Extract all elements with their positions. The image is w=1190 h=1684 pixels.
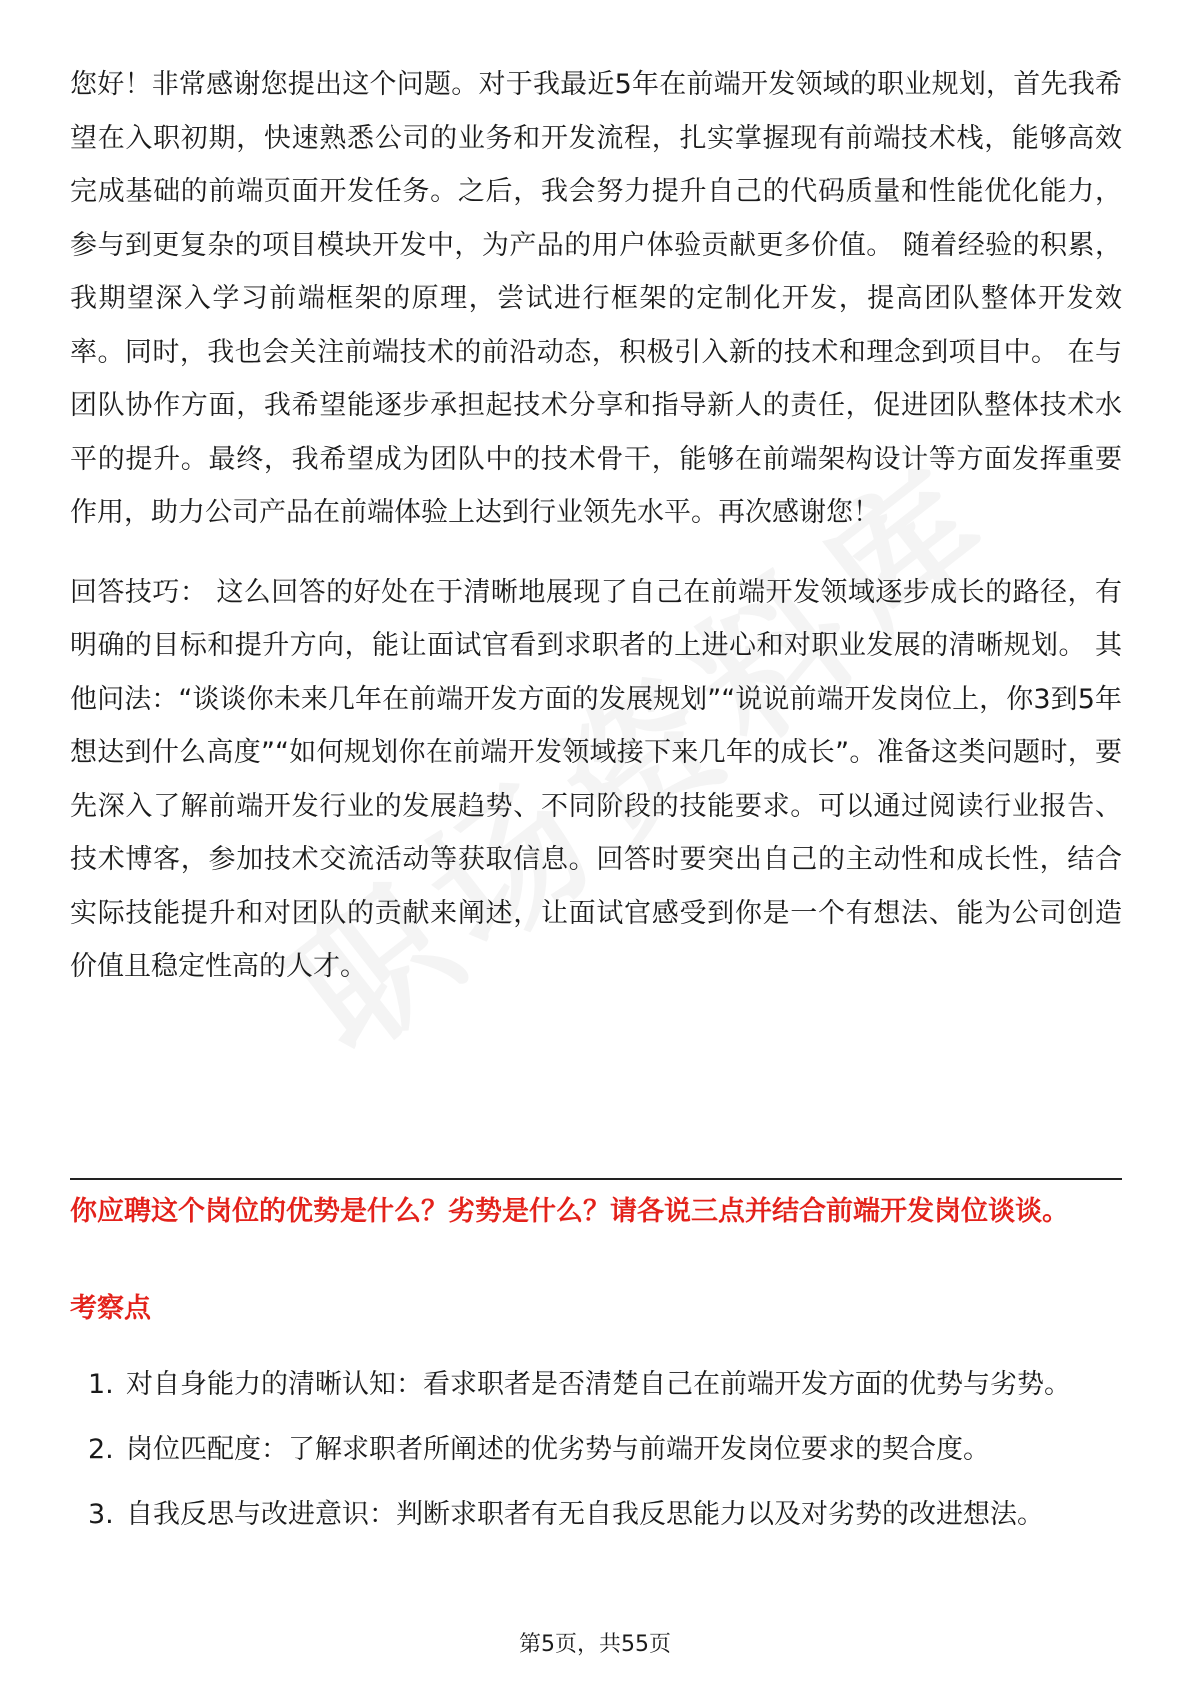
list-number: 3. bbox=[88, 1499, 114, 1530]
list-item bbox=[70, 1423, 1122, 1476]
section-divider bbox=[70, 1178, 1122, 1180]
points-list bbox=[70, 1358, 1122, 1553]
body-text bbox=[70, 58, 1122, 994]
page-footer: 第5页，共55页 bbox=[519, 1632, 671, 1657]
tips-paragraph: 回答技巧： 这么回答的好处在于清晰地展现了自己在前端开发领域逐步成长的路径，有明确的目标和提升方向，能让面试官看到求职者的上进心和对职业发展的清晰规划。 其他问法：“谈谈你未来几年在前端开发方面的发展规划”“说说前端开发岗位上，你3到5年想达到什么高度”“如何规划你在前端开发领域接下来几年的成长”。准备这类问题时，要先深入了解前端开发行业的发展趋势、不同阶段的技能要求。可以通过阅读行业报告、技术博客，参加技术交流活动等获取信息。回答时要突出自己的主动性和成长性，结合实际技能提升和对团队的贡献来阐述，让面试官感受到你是一个有想法、能为公司创造价值且稳定性高的人才。 bbox=[70, 576, 1122, 982]
answer-paragraph: 您好！非常感谢您提出这个问题。对于我最近5年在前端开发领域的职业规划，首先我希望在入职初期，快速熟悉公司的业务和开发流程，扎实掌握现有前端技术栈，能够高效完成基础的前端页面开发任务。之后，我会努力提升自己的代码质量和性能优化能力，参与到更复杂的项目模块开发中，为产品的用户体验贡献更多价值。 随着经验的积累，我期望深入学习前端框架的原理，尝试进行框架的定制化开发，提高团队整体开发效率。同时，我也会关注前端技术的前沿动态，积极引入新的技术和理念到项目中。 在与团队协作方面，我希望能逐步承担起技术分享和指导新人的责任，促进团队整体技术水平的提升。最终，我希望成为团队中的技术骨干，能够在前端架构设计等方面发挥重要作用，助力公司产品在前端体验上达到行业领先水平。再次感谢您！ bbox=[70, 69, 1122, 528]
list-item bbox=[70, 1488, 1122, 1541]
list-number: 2. bbox=[88, 1434, 114, 1465]
list-item-text: 岗位匹配度：了解求职者所阐述的优劣势与前端开发岗位要求的契合度。 bbox=[126, 1434, 990, 1465]
question-heading: 你应聘这个岗位的优势是什么？劣势是什么？请各说三点并结合前端开发岗位谈谈。 bbox=[70, 1196, 1069, 1227]
list-item-text: 对自身能力的清晰认知：看求职者是否清楚自己在前端开发方面的优势与劣势。 bbox=[126, 1369, 1071, 1400]
list-item-text: 自我反思与改进意识：判断求职者有无自我反思能力以及对劣势的改进想法。 bbox=[126, 1499, 1044, 1530]
section-title: 考察点 bbox=[70, 1293, 151, 1324]
list-item bbox=[70, 1358, 1122, 1411]
list-number: 1. bbox=[88, 1369, 114, 1400]
